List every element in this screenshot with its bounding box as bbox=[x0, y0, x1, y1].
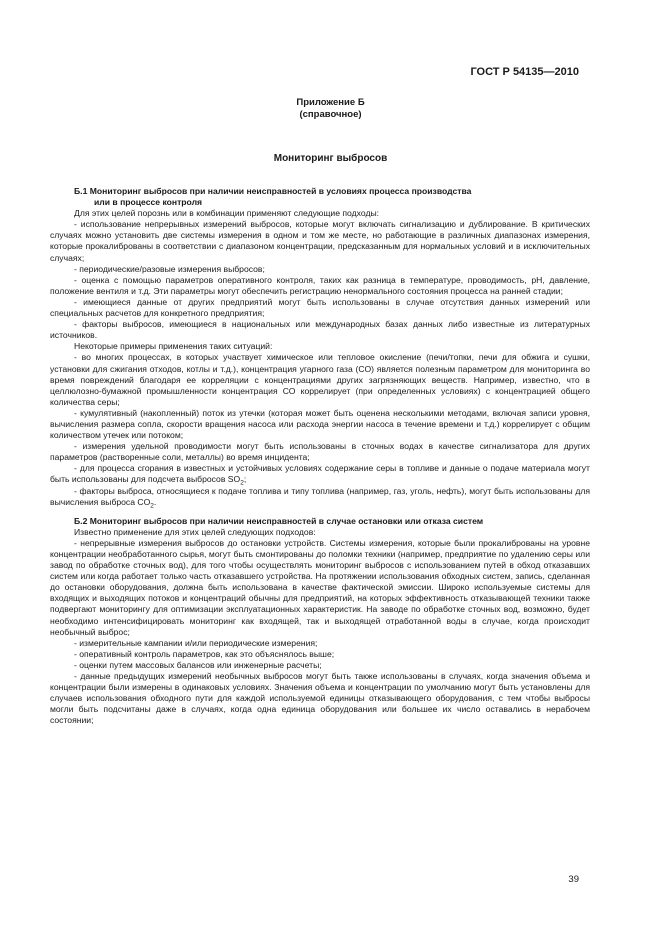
paragraph-so2 bbox=[50, 463, 590, 488]
co2-subscript: 2 bbox=[150, 502, 154, 510]
paragraph: - непрерывные измерения выбросов до остановки устройств. Системы измерения, которые были прокалиброваны на уровне концентрации необработанного сырья, могут быть смонтированы до поломки техники (например, предприятие по удалению серы или завод по обработке сточных вод), для того чтобы осуществлять мониторинг выбросов с использованием путей в обход отказавших систем или когда работает только часть отказавшего устройства. На протяжении использования обходных систем, запись, сделанная до остановки оборудования, должна быть использована в качестве фактической эмиссии. Широко используемые системы для входящих и выходящих потоков и концентраций обычны для предприятий, на которых эффективность отказывающей техники также подвергают мониторингу для оптимизации эксплуатационных характеристик. На заводе по обработке сточных вод, возможно, будет необходимо интенсифицировать мониторинг как входящей, так и выходящей отработанной воды в случае, когда происходит необычный выброс; bbox=[50, 537, 590, 637]
appendix-heading bbox=[0, 97, 661, 121]
section-1-number: Б.1 bbox=[74, 186, 88, 196]
paragraph: - измерительные кампании и/или периодические измерения; bbox=[74, 637, 318, 648]
section-2-heading bbox=[50, 516, 590, 527]
document-code: ГОСТ Р 54135—2010 bbox=[470, 66, 579, 78]
paragraph: - кумулятивный (накопленный) поток из утечки (которая может быть оценена несколькими методами, включая записи уровня, вычисления размера сопла, скорости вращения насоса или расхода энергии насоса в течение времени и т.д.) коррелирует с общим количеством утечек или потоком; bbox=[50, 407, 590, 441]
co2-end: . bbox=[153, 496, 157, 507]
page-number: 39 bbox=[568, 874, 579, 885]
paragraph: - факторы выбросов, имеющиеся в национальных или международных базах данных либо известные из литературных источников. bbox=[50, 319, 590, 341]
co2-text: - факторы выброса, относящиеся к подаче топлива и типу топлива (например, газ, уголь, нефть), могут быть использованы для вычисления выброса CO bbox=[50, 485, 590, 507]
paragraph: - оперативный контроль параметров, как это объяснялось выше; bbox=[74, 648, 335, 659]
main-title: Мониторинг выбросов bbox=[273, 153, 388, 164]
paragraph: Известно применение для этих целей следующих подходов: bbox=[74, 526, 316, 537]
section-1-heading bbox=[50, 186, 590, 208]
paragraph: Для этих целей порознь или в комбинации применяют следующие подходы: bbox=[74, 208, 380, 219]
section-2-title: Мониторинг выбросов при наличии неисправностей в случае остановки или отказа систем bbox=[89, 515, 484, 526]
appendix-subtitle: (справочное) bbox=[299, 109, 362, 120]
paragraph: - периодические/разовые измерения выбросов; bbox=[74, 263, 265, 274]
paragraph: - измерения удельной проводимости могут быть использованы в сточных водах в качестве сигнализатора для других параметров (растворенные соли, металлы) во время инцидента; bbox=[50, 441, 590, 463]
so2-end: ; bbox=[243, 474, 247, 485]
paragraph: - во многих процессах, в которых участвует химическое или тепловое окисление (печи/топки, печи для обжига и сушки, установки для сжигания отходов, котлы и т.д.), концентрация угарного газа (СО) является полезным параметром для мониторинга во время повреждений благодаря ее корреляции с концентрациями других загрязняющих веществ. Например, известно, что в целлюлозно-бумажной промышленности концентрация СО коррелирует (при определенных условиях) с концентрацией общего количества серы; bbox=[50, 352, 590, 407]
paragraph: Некоторые примеры применения таких ситуаций: bbox=[74, 341, 273, 352]
paragraph: - использование непрерывных измерений выбросов, которые могут включать сигнализацию и дублирование. В критических случаях можно установить две системы измерения в одном и том же месте, но работающие в различных диапазонах измерения, которые прокалиброваны в соответствии с диапазоном концентрации, предсказанным для нормальных условий и в исключительных случаях; bbox=[50, 219, 590, 263]
so2-subscript: 2 bbox=[240, 480, 244, 488]
section-2-number: Б.2 bbox=[74, 515, 88, 526]
paragraph: - оценки путем массовых балансов или инженерные расчеты; bbox=[74, 659, 322, 670]
appendix-title: Приложение Б bbox=[296, 97, 365, 108]
section-1-title-line2: или в процессе контроля bbox=[94, 197, 203, 208]
document-body bbox=[50, 186, 590, 727]
paragraph: - имеющиеся данные от других предприятий могут быть использованы в случае отсутствия данных измерений или специальных расчетов для конкретного предприятия; bbox=[50, 296, 590, 319]
paragraph: - данные предыдущих измерений необычных выбросов могут быть также использованы в случаях, когда значения объема и концентрации были измерены в одинаковых условиях. Значения объема и концентрации по умолчанию могут быть установлены для случаев использования обходного пути для каждой используемой единицы отказывающего оборудования, с тем чтобы выбросы могли быть подсчитаны даже в случаях, когда одна единица оборудования или большее их число оставались в нерабочем состоянии; bbox=[50, 671, 590, 726]
so2-text: - для процесса сгорания в известных и устойчивых условиях содержание серы в топливе и данные о подаче материала могут быть использованы для подсчета выбросов SO bbox=[50, 463, 590, 485]
paragraph: - оценка с помощью параметров оперативного контроля, таких как разница в температуре, проводимость, рН, давление, положение вентиля и т.д. Эти параметры могут обеспечить регистрацию ненормального состояния процесса на ранней стадии; bbox=[50, 274, 590, 296]
section-1-title-line1: Мониторинг выбросов при наличии неисправностей в условиях процесса производства bbox=[89, 186, 472, 196]
paragraph-co2 bbox=[50, 486, 590, 508]
